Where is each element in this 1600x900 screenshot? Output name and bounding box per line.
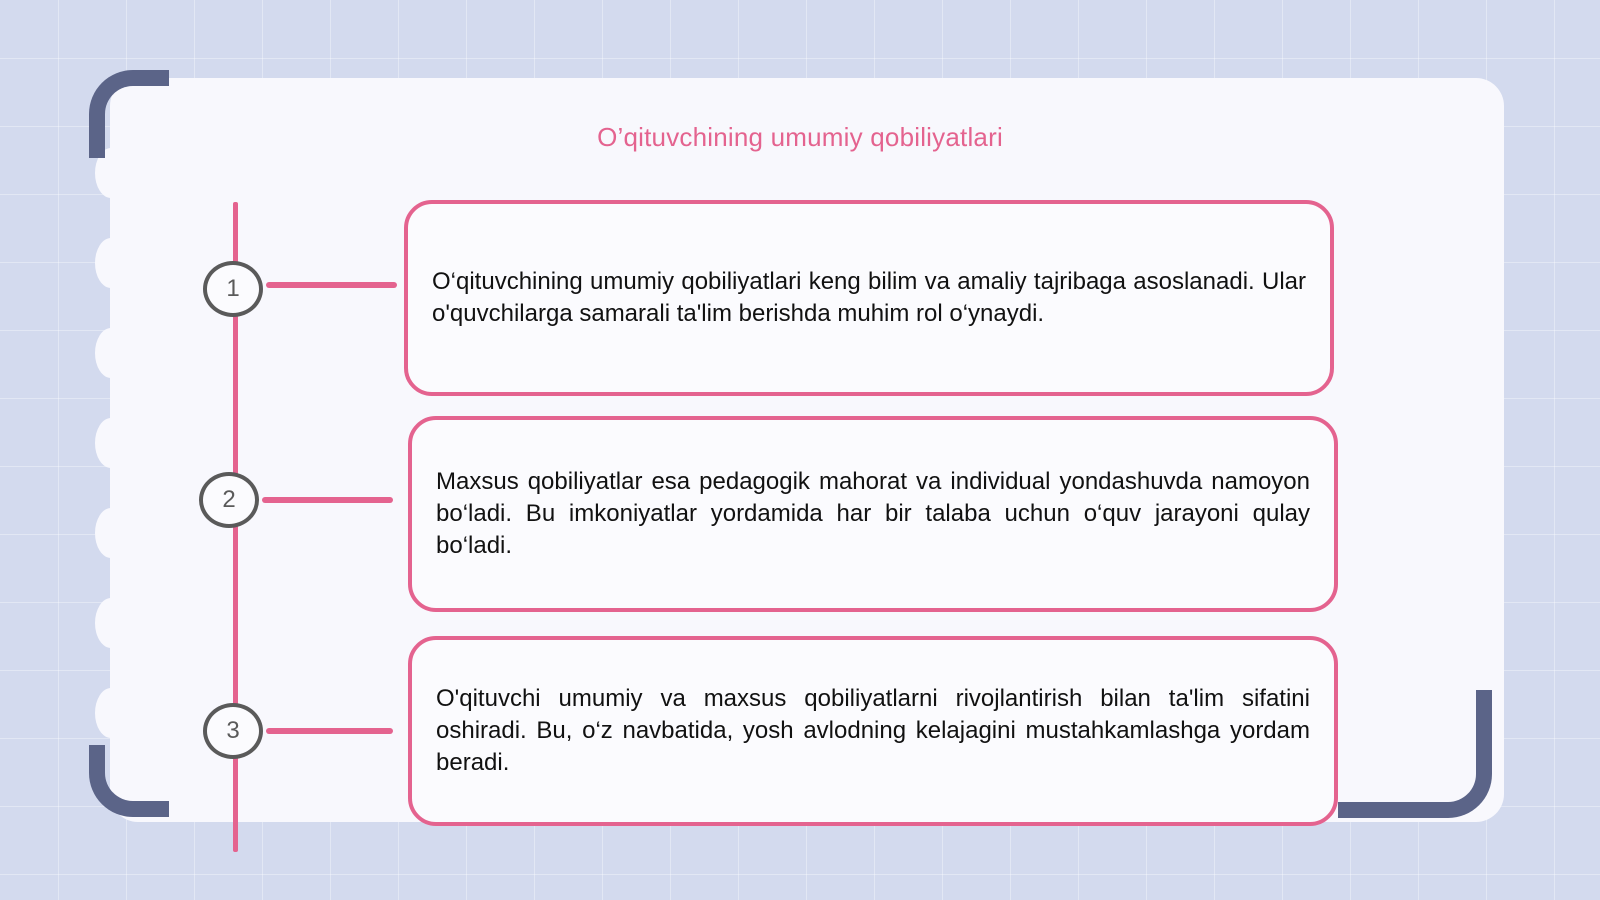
step-number-3: 3 (203, 703, 263, 759)
step-card-2 (408, 416, 1338, 612)
step-connector-3 (266, 728, 393, 734)
step-card-3 (408, 636, 1338, 826)
notebook-scallop (95, 238, 127, 288)
step-connector-2 (262, 497, 393, 503)
step-number-2: 2 (199, 472, 259, 528)
corner-bracket-bottom-left (89, 745, 169, 817)
notebook-scallop (95, 328, 127, 378)
notebook-scallop (95, 688, 127, 738)
step-text-3: O'qituvchi umumiy va maxsus qobiliyatlarni rivojlantirish bilan ta'lim sifatini oshiradi. Bu, o‘z navbatida, yosh avlodning kelajagini mustahkamlashga yordam beradi. (436, 685, 1310, 776)
slide-title: O’qituvchining umumiy qobiliyatlari (597, 122, 1003, 152)
step-connector-1 (266, 282, 397, 288)
notebook-scallop (95, 418, 127, 468)
step-text-1: O‘qituvchining umumiy qobiliyatlari keng bilim va amaliy tajribaga asoslanadi. Ular o'quvchilarga samarali ta'lim berishda muhim rol o‘ynaydi. (432, 268, 1306, 327)
notebook-scallop (95, 598, 127, 648)
notebook-scallop (95, 508, 127, 558)
step-card-1 (404, 200, 1334, 396)
step-number-1: 1 (203, 261, 263, 317)
corner-bracket-bottom-right (1338, 690, 1492, 818)
step-text-2: Maxsus qobiliyatlar esa pedagogik mahorat va individual yondashuvda namoyon bo‘ladi. Bu imkoniyatlar yordamida har bir talaba uchun o‘quv jarayoni qulay bo‘ladi. (436, 468, 1310, 559)
